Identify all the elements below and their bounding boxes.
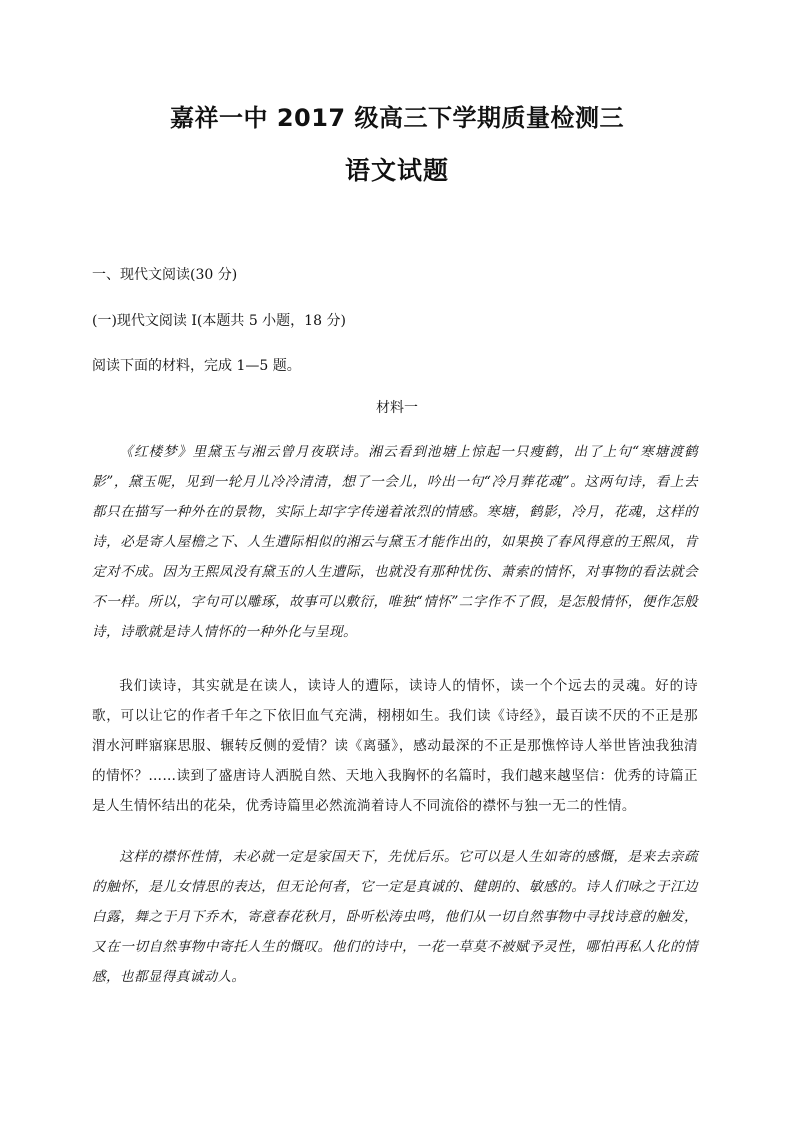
exam-title: 嘉祥一中 2017 级高三下学期质量检测三 — [169, 104, 624, 132]
material-heading: 材料一 — [376, 400, 418, 416]
reading-instruction: 阅读下面的材料，完成 1—5 题。 — [92, 358, 301, 374]
material-paragraph-2: 我们读诗，其实就是在读人，读诗人的遭际，读诗人的情怀，读一个个远去的灵魂。好的诗歌，可以让它的作者千年之下依旧血气充满，栩栩如生。我们读《诗经》，最百读不厌的不正是那渭水河畔寤寐思服、辗转反侧的爱情？读《离骚》，感动最深的不正是那憔悴诗人举世皆浊我独清的情怀？……读到了盛唐诗人洒脱自然、天地入我胸怀的名篇时，我们越来越坚信：优秀的诗篇正是人生情怀结出的花朵，优秀诗篇里必然流淌着诗人不同流俗的襟怀与独一无二的性情。 — [92, 678, 698, 814]
section-heading: 一、现代文阅读(30 分) — [92, 267, 238, 283]
section-subheading: (一)现代文阅读 I(本题共 5 小题，18 分) — [92, 313, 346, 329]
exam-subject-title: 语文试题 — [344, 156, 449, 185]
material-paragraph-3: 这样的襟怀性情，未必就一定是家国天下，先忧后乐。它可以是人生如寄的感慨，是来去亲疏的触怀，是儿女情思的表达，但无论何者，它一定是真诚的、健朗的、敏感的。诗人们咏之于江边白露，舞之于月下乔木，寄意春花秋月，卧听松涛虫鸣，他们从一切自然事物中寻找诗意的触发，又在一切自然事物中寄托人生的慨叹。他们的诗中，一花一草莫不被赋予灵性，哪怕再私人化的情感，也都显得真诚动人。 — [92, 849, 698, 985]
material-paragraph-1: 《红楼梦》里黛玉与湘云曾月夜联诗。湘云看到池塘上惊起一只瘦鹤，出了上句“寒塘渡鹤影”，黛玉呢，见到一轮月儿冷冷清清，想了一会儿，吟出一句“冷月葬花魂”。这两句诗，看上去都只在描写一种外在的景物，实际上却字字传递着浓烈的情感。寒塘，鹤影，冷月，花魂，这样的诗，必是寄人屋檐之下、人生遭际相似的湘云与黛玉才能作出的，如果换了春风得意的王熙凤，肯定对不成。因为王熙凤没有黛玉的人生遭际，也就没有那种忧伤、萧索的情怀，对事物的看法就会不一样。所以，字句可以雕琢，故事可以敷衍，唯独“情怀”二字作不了假，是怎般情怀，便作怎般诗，诗歌就是诗人情怀的一种外化与呈现。 — [92, 444, 698, 640]
